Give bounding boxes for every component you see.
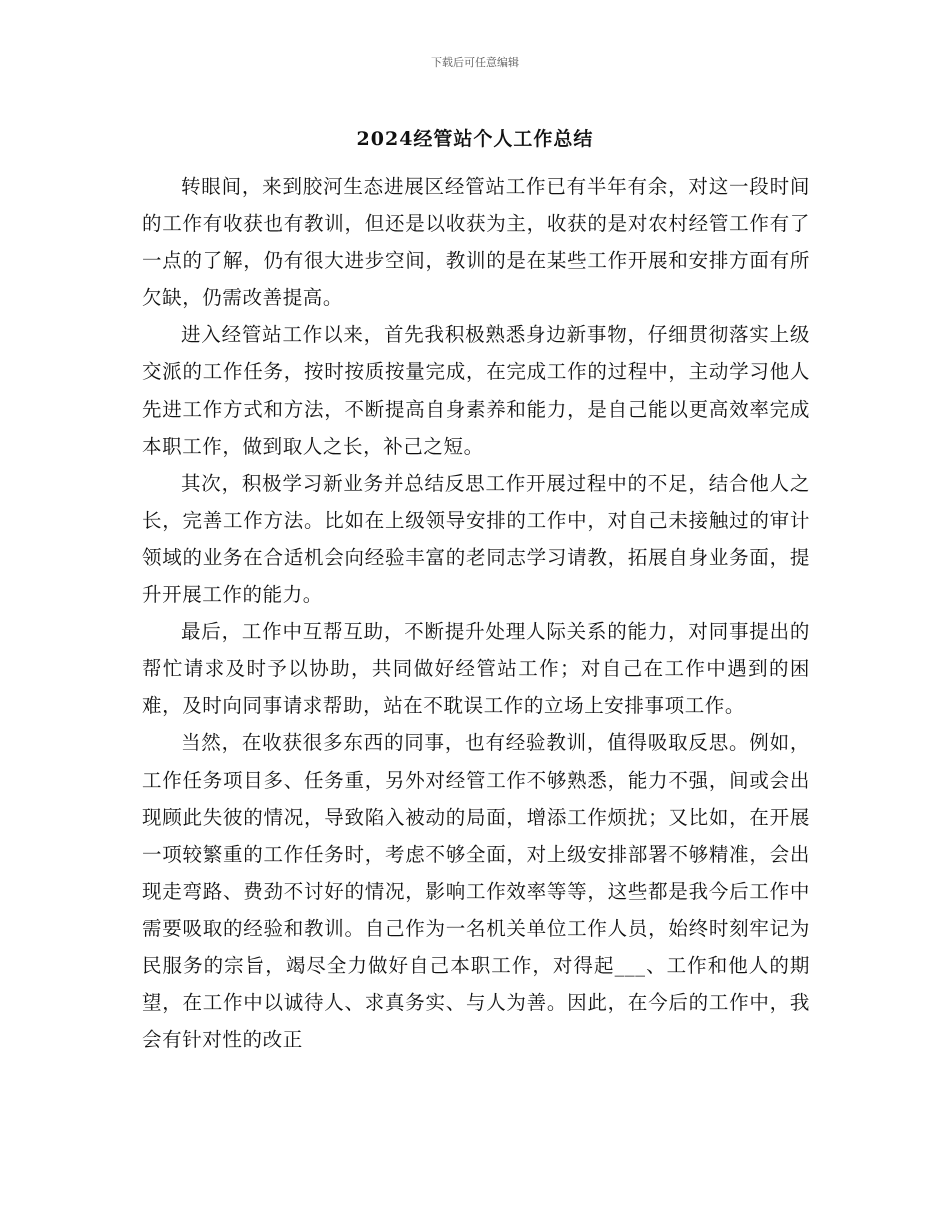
paragraph: 最后，工作中互帮互助，不断提升处理人际关系的能力，对同事提出的帮忙请求及时予以协助，共同做好经管站工作；对自己在工作中遇到的困难，及时向同事请求帮助，站在不耽误工作的立场上安排事项工作。 (142, 620, 810, 718)
paragraph: 转眼间，来到胶河生态进展区经管站工作已有半年有余，对这一段时间的工作有收获也有教训，但还是以收获为主，收获的是对农村经管工作有了一点的了解，仍有很大进步空间，教训的是在某些工作开展和安排方面有所欠缺，仍需改善提高。 (142, 175, 810, 310)
header-note: 下载后可任意编辑 (431, 56, 519, 69)
paragraph: 进入经管站工作以来，首先我积极熟悉身边新事物，仔细贯彻落实上级交派的工作任务，按时按质按量完成，在完成工作的过程中，主动学习他人先进工作方式和方法，不断提高自身素养和能力，是自己能以更高效率完成本职工作，做到取人之长，补己之短。 (142, 323, 810, 458)
document-body (142, 168, 810, 1058)
document-title: 2024经管站个人工作总结 (356, 128, 594, 150)
paragraph: 当然，在收获很多东西的同事，也有经验教训，值得吸取反思。例如，工作任务项目多、任务重，另外对经管工作不够熟悉，能力不强，间或会出现顾此失彼的情况，导致陷入被动的局面，增添工作烦扰；又比如，在开展一项较繁重的工作任务时，考虑不够全面，对上级安排部署不够精准，会出现走弯路、费劲不讨好的情况，影响工作效率等等，这些都是我今后工作中需要吸取的经验和教训。自己作为一名机关单位工作人员，始终时刻牢记为民服务的宗旨，竭尽全力做好自己本职工作，对得起___、工作和他人的期望，在工作中以诚待人、求真务实、与人为善。因此，在今后的工作中，我会有针对性的改正 (142, 731, 810, 1052)
paragraph: 其次，积极学习新业务并总结反思工作开展过程中的不足，结合他人之长，完善工作方法。比如在上级领导安排的工作中，对自己未接触过的审计领域的业务在合适机会向经验丰富的老同志学习请教，拓展自身业务面，提升开展工作的能力。 (142, 471, 810, 607)
